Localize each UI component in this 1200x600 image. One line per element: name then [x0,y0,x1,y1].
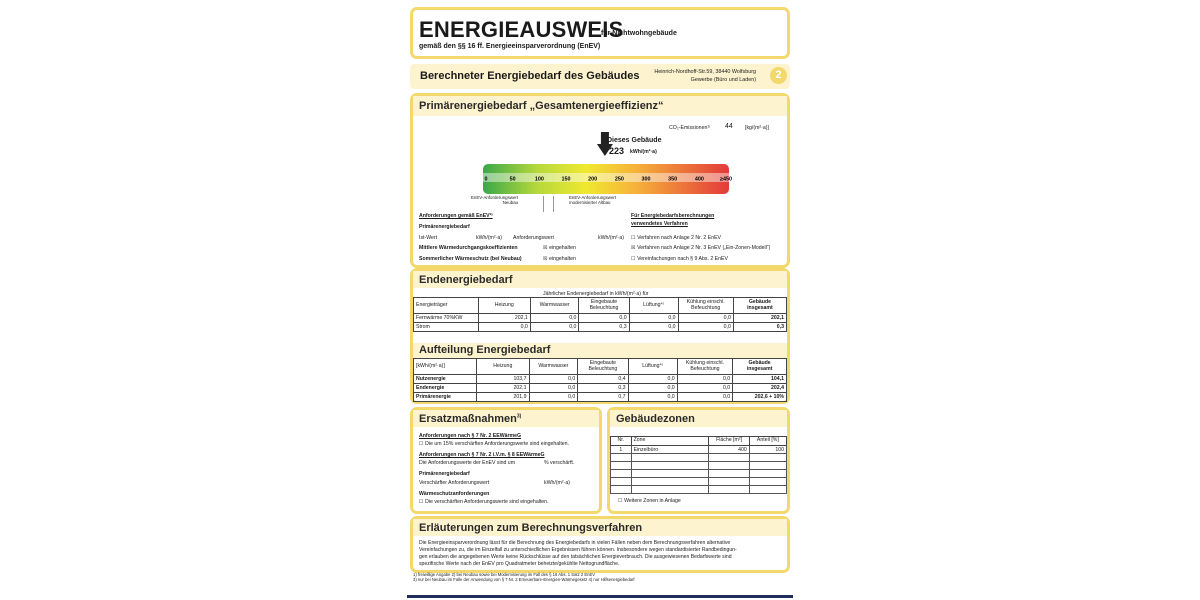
table-cell: 0,0 [530,323,579,332]
req-unit1: kWh/(m²·a) [476,235,502,241]
zones-cell [709,454,749,462]
ersatz-l6: Verschärfter Anforderungswert [419,480,490,486]
table-header-row [414,298,787,314]
scale-label-band [483,173,729,182]
table-cell: 0,0 [629,314,678,323]
table-header-cell: Kühlung einschl. Befeuchtung [677,359,732,375]
co2-value: 44 [725,123,733,130]
table-cell: 202,1 [478,314,530,323]
marker-unit: kWh/(m²·a) [630,149,657,155]
building-address: Heinrich-Nordhoff-Str.59, 38440 Wolfsburg [654,69,756,75]
co2-label: CO₂-Emissionen¹⁾ [669,125,711,131]
marker-label: Dieses Gebäude [607,137,662,144]
title-suffix: für Nichtwohngebäude [601,30,677,37]
table-cell: 0,0 [677,375,732,384]
table-cell: 0,0 [678,314,733,323]
explanation-box [410,516,790,573]
table-cell: 202,4 [733,384,787,393]
zones-header-cell: Zone [631,437,709,446]
ersatz-box [410,407,602,514]
table-cell: 0,0 [529,384,578,393]
end-group-header: Jährlicher Endenergiebedarf in kWh/(m²·a) für [543,291,649,297]
req-heading: Anforderungen gemäß EnEV²⁾ [419,213,493,219]
zones-cell [709,470,749,478]
table-row [414,314,787,323]
ref-new-label: EnEV-Anforderungswert Neubau [471,195,519,205]
table-header-cell: Gebäude insgesamt [733,359,787,375]
zones-cell: 400 [709,446,749,454]
primary-energy-box [410,93,790,268]
table-cell: 0,3 [579,323,629,332]
table-cell: Strom [414,323,479,332]
req-anf: Anforderungswert [513,235,554,241]
zones-cell [631,454,709,462]
table-cell: Endenergie [414,384,477,393]
co2-unit: [kg/(m²·a)] [745,125,769,131]
ersatz-l5: Primärenergiebedarf [419,471,470,477]
building-use: Gewerbe (Büro und Laden) [690,77,756,83]
title-main: ENERGIEAUSWEIS [419,17,624,42]
zones-header-cell: Nr. [611,437,632,446]
explanation-heading: Erläuterungen zum Berechnungsverfahren [419,522,643,534]
explanation-line-4: spezifische Werte nach der EnEV pro Quadratmeter beheizte/gekühlte Nettogrundfläche. [419,561,620,567]
ersatz-l2: ☐ Die um 15% verschärften Anforderungswerte sind eingehalten. [419,441,569,447]
proc-option-1: ☐ Verfahren nach Anlage 2 Nr. 2 EnEV [631,235,722,241]
zones-header-cell: Fläche [m²] [709,437,749,446]
explanation-line-2: Vereinfachungen zu, die im Einzelfall zu unterschiedlichen Ergebnissen führen können. Insbesondere wegen standardisierter Randbedingun- [419,547,737,553]
table-row [414,384,787,393]
zones-cell: 100 [749,446,786,454]
table-cell: Fernwärme 70%KW [414,314,479,323]
zones-cell [631,462,709,470]
end-energy-box [410,268,790,404]
scale-tick-label: 300 [641,176,651,183]
ersatz-l3: Anforderungen nach § 7 Nr. 2 i.V.m. § 8 EEWärmeG [419,452,545,458]
end-heading: Endenergiebedarf [419,274,513,286]
zones-cell [709,462,749,470]
zones-cell [749,462,786,470]
zones-cell [709,478,749,486]
marker-value: 223 [609,146,625,156]
zones-cell [709,486,749,494]
scale-tick-label: 150 [561,176,571,183]
table-header-cell: Energieträger [414,298,479,314]
zones-heading: Gebäudezonen [616,413,695,425]
table-header-row [414,359,787,375]
ersatz-l1: Anforderungen nach § 7 Nr. 2 EEWärmeG [419,433,522,439]
table-row [414,323,787,332]
scale-tick-label: 250 [614,176,624,183]
table-cell: 0,3 [733,323,786,332]
table-cell: 0,0 [530,314,579,323]
zones-row [611,486,787,494]
scale-tick-label: 200 [588,176,598,183]
section-heading: Berechneter Energiebedarf des Gebäudes [420,70,640,82]
table-cell: 0,0 [678,323,733,332]
scale-tick-label: 0 [484,176,488,183]
scale-tick-label: ≥450 [720,176,732,183]
zones-cell [631,478,709,486]
zones-header-cell: Anteil [%] [749,437,786,446]
table-cell: 0,0 [628,384,677,393]
table-header-cell: Eingebaute Beleuchtung [578,359,628,375]
title-box [410,7,790,59]
zones-cell [631,486,709,494]
table-row [414,393,787,402]
footnote-1: 1) freiwillige Angabe 2) bei Neubau sowie bei Modernisierung im Fall des § 16 Abs. 1 Satz 2 EnEV [413,572,596,577]
table-cell: 0,0 [529,375,578,384]
req-mittlere: Mittlere Wärmedurchgangskoeffizienten [419,245,518,251]
zones-cell [611,454,632,462]
zones-cell: Einzelbüro [631,446,709,454]
req-primary: Primärenergiebedarf [419,224,470,230]
table-cell: 202,1 [733,314,786,323]
ersatz-l4b: % verschärft. [544,460,575,466]
scale-tick-label: 100 [534,176,544,183]
table-header-cell: [kWh/(m²·a)] [414,359,477,375]
table-header-cell: Warmwasser [530,298,579,314]
table-cell: 0,4 [578,375,628,384]
table-header-cell: Gebäude insgesamt [733,298,786,314]
scale-tick-label: 350 [668,176,678,183]
explanation-line-1: Die Energieeinsparverordnung lässt für die Berechnung des Energiebedarfs in vielen Fällen neben dem Berechnungsverfahren alternative [419,540,731,546]
table-header-cell: Heizung [478,298,530,314]
zones-cell: 1 [611,446,632,454]
zones-box [607,407,790,514]
split-energy-table [413,358,787,402]
zones-cell [631,470,709,478]
table-cell: 0,0 [628,393,677,402]
proc-heading-2: verwendetes Verfahren [631,221,688,227]
split-heading: Aufteilung Energiebedarf [419,344,551,356]
end-energy-table [413,297,787,332]
ersatz-l7: Wärmeschutzanforderungen [419,491,490,497]
table-cell: 0,0 [629,323,678,332]
zones-row [611,454,787,462]
proc-heading-1: Für Energiebedarfsberechnungen [631,213,715,219]
table-cell: Nutzenergie [414,375,477,384]
table-cell: 0,0 [529,393,578,402]
table-cell: 0,0 [677,393,732,402]
table-cell: 0,0 [677,384,732,393]
ersatz-l4: Die Anforderungswerte der EnEV sind um [419,460,516,466]
energy-certificate-page [405,3,795,597]
zones-row [611,462,787,470]
ersatz-l8: ☐ Die verschärften Anforderungswerte sind eingehalten. [419,499,549,505]
table-cell: 0,3 [578,384,628,393]
table-cell: 201,9 [477,393,529,402]
zones-row [611,470,787,478]
table-cell: 0,7 [578,393,628,402]
zones-cell [611,470,632,478]
ersatz-heading [419,413,521,425]
table-cell: 103,7 [477,375,529,384]
scale-tick-label: 50 [509,176,516,183]
ref-renovated-label: EnEV-Anforderungswert modernisierter Altbau [569,195,617,205]
table-row [414,375,787,384]
zones-cell [611,478,632,486]
req-unit2: kWh/(m²·a) [598,235,624,241]
req-eingehalten-2: ☒ eingehalten [543,256,576,262]
zones-header-row [611,437,787,446]
table-cell: 202,6 + 10% [733,393,787,402]
explanation-line-3: gen erlauben die angegebenen Werte keine Rückschlüsse auf den tatsächlichen Energieverbrauch. Die ausgewiesenen Bedarfswerte sind [419,554,732,560]
table-cell: 0,0 [478,323,530,332]
table-header-cell: Lüftung⁴⁾ [629,298,678,314]
table-cell: 0,0 [579,314,629,323]
table-cell: Primärenergie [414,393,477,402]
ersatz-heading-text: Ersatzmaßnahmen [419,413,517,425]
table-header-cell: Heizung [477,359,529,375]
zones-footer: ☐ Weitere Zonen in Anlage [618,498,681,504]
energy-scale [468,132,738,242]
proc-option-3: ☐ Vereinfachungen nach § 9 Abs. 2 EnEV [631,256,728,262]
bottom-rule [407,595,793,598]
table-header-cell: Kühlung einschl. Befeuchtung [678,298,733,314]
req-eingehalten-1: ☒ eingehalten [543,245,576,251]
table-cell: 0,0 [628,375,677,384]
table-header-cell: Lüftung⁴⁾ [628,359,677,375]
page-number-badge: 2 [770,67,787,84]
table-cell: 202,1 [477,384,529,393]
zones-cell [611,486,632,494]
title-sub: gemäß den §§ 16 ff. Energieeinsparverordnung (EnEV) [419,43,601,50]
table-header-cell: Warmwasser [529,359,578,375]
footnote-2: 3) nur bei Neubau im Falle der Anwendung von § 7 Nr. 2 Erneuerbare-Energien-Wärmegesetz 4) nur Hilfsenergiebedarf [413,577,635,582]
zones-cell [749,454,786,462]
req-sommer: Sommerlicher Wärmeschutz (bei Neubau) [419,256,522,262]
zones-cell [749,486,786,494]
zones-cell [749,470,786,478]
scale-tick-label: 400 [694,176,704,183]
zones-cell [611,462,632,470]
zones-row [611,446,787,454]
proc-option-2: ☒ Verfahren nach Anlage 2 Nr. 3 EnEV („Ein-Zonen-Modell“) [631,245,771,251]
table-header-cell: Eingebaute Beleuchtung [579,298,629,314]
zones-row [611,478,787,486]
section-bar [410,64,790,89]
zones-cell [749,478,786,486]
ersatz-heading-sup: 3) [516,413,522,420]
ersatz-l6b: kWh/(m²·a) [544,480,570,486]
table-cell: 104,1 [733,375,787,384]
zones-table [610,436,787,494]
req-ist: Ist-Wert [419,235,438,241]
primary-heading: Primärenergiebedarf „Gesamtenergieeffizienz“ [419,100,664,112]
